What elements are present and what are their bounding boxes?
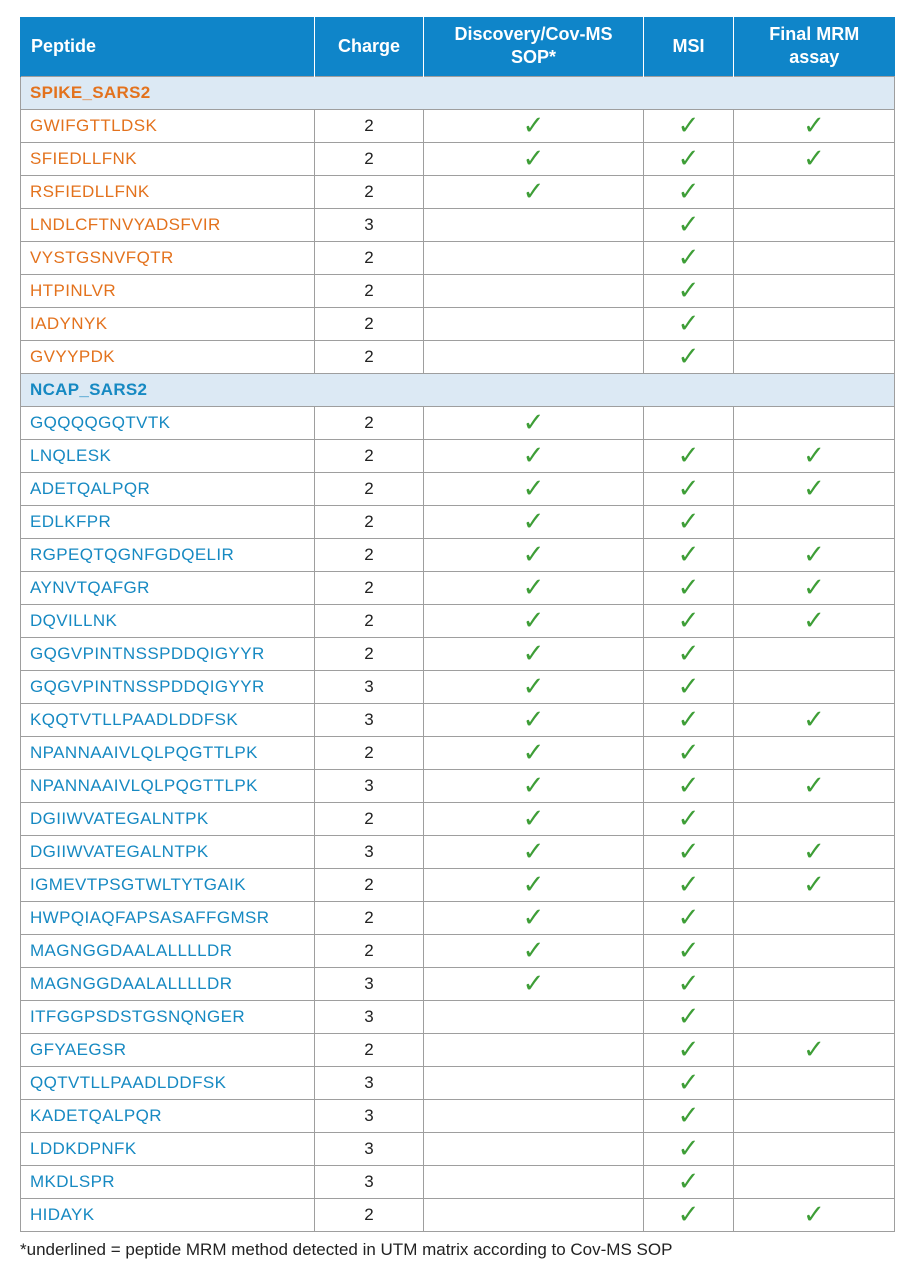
peptide-cell: ITFGGPSDSTGSNQNGER: [21, 1000, 315, 1033]
final-cell: [734, 868, 895, 901]
peptide-cell: KQQTVTLLPAADLDDFSK: [21, 703, 315, 736]
peptide-cell: NPANNAAIVLQLPQGTTLPK: [21, 736, 315, 769]
charge-cell: 2: [315, 439, 424, 472]
msi-cell: [644, 868, 734, 901]
msi-cell: [644, 241, 734, 274]
final-cell: [734, 1033, 895, 1066]
peptide-cell: GVYYPDK: [21, 340, 315, 373]
discovery-cell: [424, 406, 644, 439]
check-icon: ✓: [677, 1034, 700, 1065]
peptide-cell: GQGVPINTNSSPDDQIGYYR: [21, 670, 315, 703]
charge-cell: 2: [315, 538, 424, 571]
check-icon: ✓: [803, 440, 825, 471]
discovery-cell: [424, 1099, 644, 1132]
charge-cell: 3: [315, 1132, 424, 1165]
msi-cell: [644, 670, 734, 703]
check-icon: ✓: [803, 1034, 825, 1065]
header-msi: MSI: [644, 17, 734, 76]
peptide-cell: DQVILLNK: [21, 604, 315, 637]
header-discovery: [424, 17, 644, 76]
peptide-cell: RSFIEDLLFNK: [21, 175, 315, 208]
table-row: [21, 868, 895, 901]
check-icon: ✓: [677, 869, 700, 900]
peptide-cell: MAGNGGDAALALLLLDR: [21, 934, 315, 967]
discovery-cell: [424, 802, 644, 835]
table-row: [21, 241, 895, 274]
table-row: [21, 505, 895, 538]
charge-cell: 2: [315, 571, 424, 604]
final-cell: [734, 1198, 895, 1231]
check-icon: ✓: [522, 737, 545, 768]
charge-cell: 3: [315, 835, 424, 868]
check-icon: ✓: [677, 209, 700, 240]
table-row: [21, 142, 895, 175]
final-cell: [734, 703, 895, 736]
final-cell: [734, 1132, 895, 1165]
table-row: [21, 175, 895, 208]
check-icon: ✓: [803, 110, 825, 141]
final-cell: [734, 604, 895, 637]
check-icon: ✓: [677, 275, 700, 306]
check-icon: ✓: [677, 176, 700, 207]
table-row: [21, 802, 895, 835]
peptide-cell: GFYAEGSR: [21, 1033, 315, 1066]
discovery-cell: [424, 439, 644, 472]
check-icon: ✓: [522, 671, 545, 702]
charge-cell: 3: [315, 1165, 424, 1198]
peptide-cell: LDDKDPNFK: [21, 1132, 315, 1165]
discovery-cell: [424, 1132, 644, 1165]
table-row: [21, 208, 895, 241]
check-icon: ✓: [803, 572, 825, 603]
peptide-cell: NPANNAAIVLQLPQGTTLPK: [21, 769, 315, 802]
msi-cell: [644, 505, 734, 538]
table-header-row: [21, 17, 895, 76]
final-cell: [734, 472, 895, 505]
table-row: [21, 571, 895, 604]
msi-cell: [644, 538, 734, 571]
msi-cell: [644, 1066, 734, 1099]
check-icon: ✓: [522, 572, 545, 603]
check-icon: ✓: [522, 440, 545, 471]
msi-cell: [644, 175, 734, 208]
msi-cell: [644, 1198, 734, 1231]
discovery-cell: [424, 1033, 644, 1066]
final-cell: [734, 109, 895, 142]
check-icon: ✓: [677, 704, 700, 735]
table-row: [21, 604, 895, 637]
msi-cell: [644, 274, 734, 307]
msi-cell: [644, 901, 734, 934]
msi-cell: [644, 703, 734, 736]
peptide-cell: VYSTGSNVFQTR: [21, 241, 315, 274]
msi-cell: [644, 340, 734, 373]
final-cell: [734, 967, 895, 1000]
charge-cell: 2: [315, 274, 424, 307]
final-cell: [734, 505, 895, 538]
final-cell: [734, 208, 895, 241]
msi-cell: [644, 571, 734, 604]
discovery-cell: [424, 340, 644, 373]
check-icon: ✓: [677, 671, 700, 702]
check-icon: ✓: [803, 473, 825, 504]
check-icon: ✓: [677, 1100, 700, 1131]
discovery-cell: [424, 142, 644, 175]
check-icon: ✓: [677, 902, 700, 933]
discovery-cell: [424, 1066, 644, 1099]
table-body: [21, 76, 895, 1231]
check-icon: ✓: [677, 1067, 700, 1098]
table-row: [21, 769, 895, 802]
charge-cell: 2: [315, 406, 424, 439]
discovery-cell: [424, 208, 644, 241]
charge-cell: 3: [315, 1000, 424, 1033]
final-cell: [734, 406, 895, 439]
charge-cell: 2: [315, 340, 424, 373]
msi-cell: [644, 142, 734, 175]
table-row: [21, 1132, 895, 1165]
charge-cell: 3: [315, 1099, 424, 1132]
discovery-cell: [424, 1000, 644, 1033]
discovery-cell: [424, 1198, 644, 1231]
final-cell: [734, 439, 895, 472]
msi-cell: [644, 109, 734, 142]
check-icon: ✓: [677, 506, 700, 537]
charge-cell: 2: [315, 307, 424, 340]
discovery-cell: [424, 967, 644, 1000]
final-cell: [734, 1000, 895, 1033]
discovery-cell: [424, 571, 644, 604]
discovery-cell: [424, 637, 644, 670]
check-icon: ✓: [522, 176, 545, 207]
discovery-cell: [424, 505, 644, 538]
check-icon: ✓: [803, 143, 825, 174]
charge-cell: 2: [315, 934, 424, 967]
check-icon: ✓: [677, 836, 700, 867]
discovery-cell: [424, 1165, 644, 1198]
peptide-cell: SFIEDLLFNK: [21, 142, 315, 175]
check-icon: ✓: [522, 605, 545, 636]
peptide-cell: GQGVPINTNSSPDDQIGYYR: [21, 637, 315, 670]
check-icon: ✓: [677, 803, 700, 834]
table-row: [21, 835, 895, 868]
table-row: [21, 901, 895, 934]
check-icon: ✓: [522, 836, 545, 867]
group-header-row: [21, 373, 895, 406]
check-icon: ✓: [522, 407, 545, 438]
peptide-cell: LNQLESK: [21, 439, 315, 472]
final-cell: [734, 175, 895, 208]
check-icon: ✓: [677, 737, 700, 768]
peptide-cell: AYNVTQAFGR: [21, 571, 315, 604]
check-icon: ✓: [677, 242, 700, 273]
discovery-cell: [424, 109, 644, 142]
msi-cell: [644, 1033, 734, 1066]
peptide-cell: IADYNYK: [21, 307, 315, 340]
msi-cell: [644, 967, 734, 1000]
check-icon: ✓: [677, 1199, 700, 1230]
discovery-cell: [424, 274, 644, 307]
peptide-cell: GQQQQGQTVTK: [21, 406, 315, 439]
table-row: [21, 274, 895, 307]
check-icon: ✓: [522, 770, 545, 801]
check-icon: ✓: [677, 308, 700, 339]
final-cell: [734, 835, 895, 868]
discovery-cell: [424, 868, 644, 901]
check-icon: ✓: [677, 638, 700, 669]
peptide-cell: LNDLCFTNVYADSFVIR: [21, 208, 315, 241]
discovery-cell: [424, 703, 644, 736]
table-row: [21, 1198, 895, 1231]
charge-cell: 2: [315, 736, 424, 769]
check-icon: ✓: [803, 770, 825, 801]
check-icon: ✓: [522, 902, 545, 933]
table-row: [21, 406, 895, 439]
check-icon: ✓: [803, 605, 825, 636]
charge-cell: 2: [315, 175, 424, 208]
check-icon: ✓: [677, 1133, 700, 1164]
check-icon: ✓: [677, 539, 700, 570]
final-cell: [734, 571, 895, 604]
peptide-cell: DGIIWVATEGALNTPK: [21, 835, 315, 868]
check-icon: ✓: [803, 869, 825, 900]
peptide-table: [20, 17, 895, 1232]
discovery-cell: [424, 835, 644, 868]
table-row: [21, 670, 895, 703]
discovery-cell: [424, 175, 644, 208]
check-icon: ✓: [522, 473, 545, 504]
check-icon: ✓: [677, 770, 700, 801]
final-cell: [734, 274, 895, 307]
table-row: [21, 637, 895, 670]
check-icon: ✓: [522, 506, 545, 537]
msi-cell: [644, 307, 734, 340]
peptide-cell: MAGNGGDAALALLLLDR: [21, 967, 315, 1000]
charge-cell: 2: [315, 604, 424, 637]
check-icon: ✓: [803, 539, 825, 570]
final-cell: [734, 637, 895, 670]
msi-cell: [644, 1165, 734, 1198]
check-icon: ✓: [522, 539, 545, 570]
check-icon: ✓: [522, 803, 545, 834]
msi-cell: [644, 736, 734, 769]
discovery-cell: [424, 934, 644, 967]
check-icon: ✓: [677, 572, 700, 603]
charge-cell: 3: [315, 769, 424, 802]
charge-cell: 2: [315, 637, 424, 670]
charge-cell: 2: [315, 505, 424, 538]
discovery-cell: [424, 307, 644, 340]
discovery-cell: [424, 538, 644, 571]
final-cell: [734, 307, 895, 340]
charge-cell: 2: [315, 109, 424, 142]
table-row: [21, 307, 895, 340]
header-discovery-label: Discovery/Cov-MS SOP*: [454, 24, 613, 68]
msi-cell: [644, 1000, 734, 1033]
peptide-table-container: [20, 17, 894, 1232]
discovery-cell: [424, 604, 644, 637]
header-charge: Charge: [315, 17, 424, 76]
charge-cell: 2: [315, 868, 424, 901]
discovery-cell: [424, 670, 644, 703]
peptide-cell: RGPEQTQGNFGDQELIR: [21, 538, 315, 571]
check-icon: ✓: [677, 143, 700, 174]
table-row: [21, 967, 895, 1000]
msi-cell: [644, 208, 734, 241]
check-icon: ✓: [522, 704, 545, 735]
table-row: [21, 340, 895, 373]
charge-cell: 2: [315, 1198, 424, 1231]
table-row: [21, 703, 895, 736]
msi-cell: [644, 1099, 734, 1132]
table-row: [21, 1066, 895, 1099]
discovery-cell: [424, 241, 644, 274]
peptide-cell: EDLKFPR: [21, 505, 315, 538]
header-final-label: Final MRM assay: [769, 24, 860, 68]
msi-cell: [644, 769, 734, 802]
charge-cell: 3: [315, 967, 424, 1000]
peptide-cell: QQTVTLLPAADLDDFSK: [21, 1066, 315, 1099]
check-icon: ✓: [677, 605, 700, 636]
check-icon: ✓: [677, 110, 700, 141]
check-icon: ✓: [522, 143, 545, 174]
table-row: [21, 1000, 895, 1033]
peptide-cell: HTPINLVR: [21, 274, 315, 307]
table-row: [21, 1099, 895, 1132]
header-final: [734, 17, 895, 76]
table-row: [21, 934, 895, 967]
footnote: *underlined = peptide MRM method detected in UTM matrix according to Cov-MS SOP: [20, 1240, 673, 1259]
check-icon: ✓: [522, 869, 545, 900]
final-cell: [734, 670, 895, 703]
check-icon: ✓: [677, 440, 700, 471]
final-cell: [734, 1099, 895, 1132]
peptide-cell: IGMEVTPSGTWLTYTGAIK: [21, 868, 315, 901]
table-row: [21, 736, 895, 769]
msi-cell: [644, 637, 734, 670]
charge-cell: 3: [315, 208, 424, 241]
msi-cell: [644, 835, 734, 868]
group-name: NCAP_SARS2: [21, 373, 895, 406]
charge-cell: 2: [315, 241, 424, 274]
charge-cell: 2: [315, 901, 424, 934]
table-row: [21, 439, 895, 472]
peptide-cell: DGIIWVATEGALNTPK: [21, 802, 315, 835]
final-cell: [734, 1165, 895, 1198]
msi-cell: [644, 934, 734, 967]
peptide-cell: HIDAYK: [21, 1198, 315, 1231]
final-cell: [734, 934, 895, 967]
table-row: [21, 538, 895, 571]
final-cell: [734, 736, 895, 769]
msi-cell: [644, 472, 734, 505]
charge-cell: 2: [315, 1033, 424, 1066]
check-icon: ✓: [803, 1199, 825, 1230]
check-icon: ✓: [677, 935, 700, 966]
group-header-row: [21, 76, 895, 109]
final-cell: [734, 769, 895, 802]
final-cell: [734, 241, 895, 274]
group-name: SPIKE_SARS2: [21, 76, 895, 109]
check-icon: ✓: [677, 1166, 700, 1197]
msi-cell: [644, 406, 734, 439]
table-row: [21, 1165, 895, 1198]
peptide-cell: MKDLSPR: [21, 1165, 315, 1198]
peptide-cell: KADETQALPQR: [21, 1099, 315, 1132]
check-icon: ✓: [803, 704, 825, 735]
discovery-cell: [424, 472, 644, 505]
check-icon: ✓: [522, 935, 545, 966]
final-cell: [734, 901, 895, 934]
msi-cell: [644, 439, 734, 472]
check-icon: ✓: [522, 968, 545, 999]
peptide-cell: GWIFGTTLDSK: [21, 109, 315, 142]
final-cell: [734, 802, 895, 835]
check-icon: ✓: [522, 110, 545, 141]
final-cell: [734, 340, 895, 373]
charge-cell: 2: [315, 142, 424, 175]
peptide-cell: HWPQIAQFAPSASAFFGMSR: [21, 901, 315, 934]
header-peptide: Peptide: [21, 17, 315, 76]
discovery-cell: [424, 769, 644, 802]
peptide-cell: ADETQALPQR: [21, 472, 315, 505]
final-cell: [734, 538, 895, 571]
final-cell: [734, 142, 895, 175]
discovery-cell: [424, 736, 644, 769]
check-icon: ✓: [522, 638, 545, 669]
check-icon: ✓: [677, 1001, 700, 1032]
check-icon: ✓: [677, 473, 700, 504]
charge-cell: 3: [315, 1066, 424, 1099]
msi-cell: [644, 1132, 734, 1165]
final-cell: [734, 1066, 895, 1099]
charge-cell: 2: [315, 472, 424, 505]
charge-cell: 3: [315, 703, 424, 736]
check-icon: ✓: [803, 836, 825, 867]
discovery-cell: [424, 901, 644, 934]
msi-cell: [644, 604, 734, 637]
table-row: [21, 1033, 895, 1066]
check-icon: ✓: [677, 341, 700, 372]
table-row: [21, 109, 895, 142]
check-icon: ✓: [677, 968, 700, 999]
table-row: [21, 472, 895, 505]
charge-cell: 2: [315, 802, 424, 835]
msi-cell: [644, 802, 734, 835]
charge-cell: 3: [315, 670, 424, 703]
